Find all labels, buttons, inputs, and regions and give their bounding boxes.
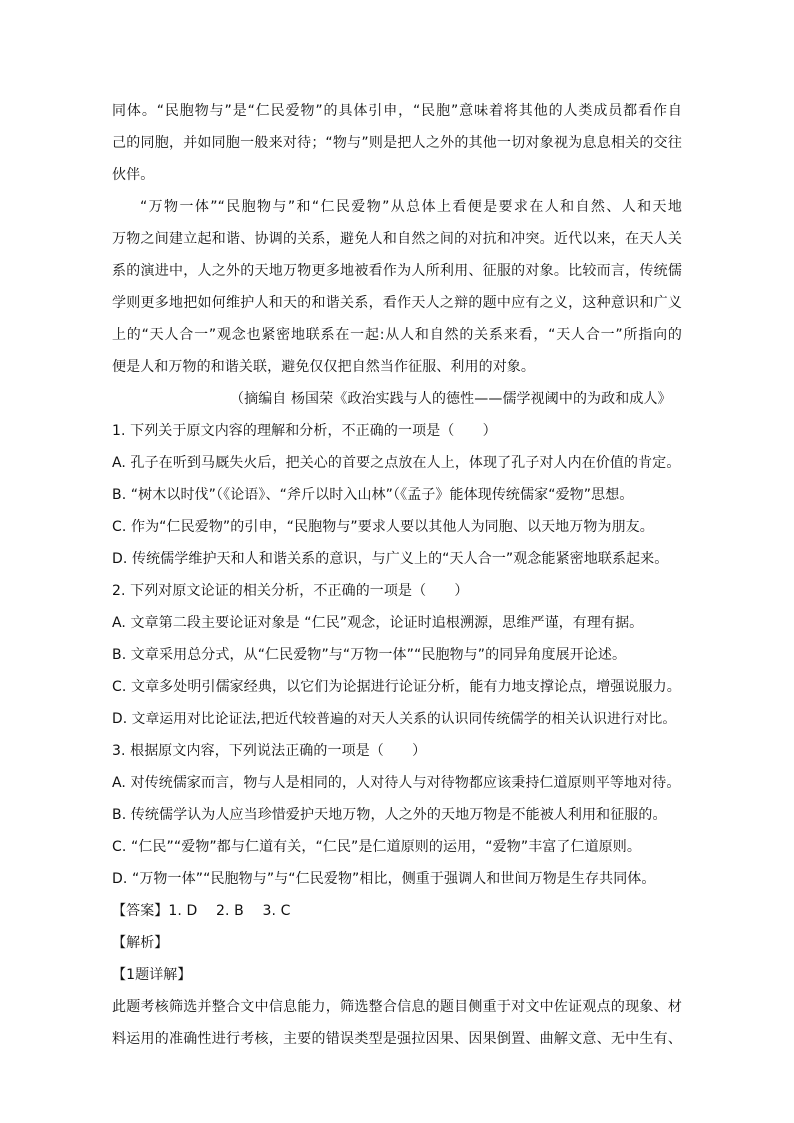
question-1-stem: 1. 下列关于原文内容的理解和分析，不正确的一项是（ ） <box>112 423 497 439</box>
citation: （摘编自 杨国荣《政治实践与人的德性——儒学视阈中的为政和成人》 <box>230 391 672 407</box>
paragraph-1-line-1: 同体。“民胞物与”是“仁民爱物”的具体引申，“民胞”意味着将其他的人类成员都看作自 <box>112 103 682 119</box>
analysis-heading: 【解析】 <box>112 935 169 951</box>
question-3-option-a: A. 对传统儒家而言，物与人是相同的，人对待人与对待物都应该秉持仁道原则平等地对待。 <box>112 775 681 791</box>
question-1-option-c: C. 作为“仁民爱物”的引申，“民胞物与”要求人要以其他人为同胞、以天地万物为朋友。 <box>112 519 654 535</box>
question-3-option-d: D. “万物一体”“民胞物与”与“仁民爱物”相比，侧重于强调人和世间万物是生存共同体。 <box>112 871 656 887</box>
answer-line: 【答案】1. D 2. B 3. C <box>112 903 291 919</box>
question-1-option-b: B. “树木以时伐”（《论语》、“斧斤以时入山林”（《孟子》能体现传统儒家“爱物”思想。 <box>112 487 634 503</box>
question-2-option-c: C. 文章多处明引儒家经典，以它们为论据进行论证分析，能有力地支撑论点，增强说服力。 <box>112 679 681 695</box>
question-3-option-b: B. 传统儒学认为人应当珍惜爱护天地万物，人之外的天地万物是不能被人利用和征服的。 <box>112 807 667 823</box>
question-2-option-d: D. 文章运用对比论证法,把近代较普遍的对天人关系的认识同传统儒学的相关认识进行对比。 <box>112 711 677 727</box>
paragraph-2-line-5: 上的“天人合一”观念也紧密地联系在一起:从人和自然的关系来看，“天人合一”所指向的 <box>112 327 682 343</box>
question-2-option-a: A. 文章第二段主要论证对象是 “仁民”观念，论证时追根溯源，思维严谨，有理有据。 <box>112 615 644 631</box>
paragraph-2-line-2: 万物之间建立起和谐、协调的关系，避免人和自然之间的对抗和冲突。近代以来，在天人关 <box>112 231 682 247</box>
paragraph-2-line-1: “万物一体”“民胞物与”和“仁民爱物”从总体上看便是要求在人和自然、人和天地 <box>140 199 682 215</box>
question-3-stem: 3. 根据原文内容，下列说法正确的一项是（ ） <box>112 743 427 759</box>
paragraph-2-line-4: 学则更多地把如何维护人和天的和谐关系，看作天人之辩的题中应有之义，这种意识和广义 <box>112 295 682 311</box>
question-1-option-a: A. 孔子在听到马厩失火后，把关心的首要之点放在人上，体现了孔子对人内在价值的肯定。 <box>112 455 681 471</box>
paragraph-1-line-2: 己的同胞，并如同胞一般来对待；“物与”则是把人之外的其他一切对象视为息息相关的交往 <box>112 135 682 151</box>
paragraph-2-line-3: 系的演进中，人之外的天地万物更多地被看作为人所利用、征服的对象。比较而言，传统儒 <box>112 263 682 279</box>
detail-heading: 【1题详解】 <box>112 967 192 983</box>
paragraph-1-line-3: 伙伴。 <box>112 167 155 183</box>
question-2-option-b: B. 文章采用总分式，从“仁民爱物”与“万物一体”“民胞物与”的同异角度展开论述。 <box>112 647 627 663</box>
analysis-line-1: 此题考核筛选并整合文中信息能力，筛选整合信息的题目侧重于对文中佐证观点的现象、材 <box>112 999 682 1015</box>
question-3-option-c: C. “仁民”“爱物”都与仁道有关，“仁民”是仁道原则的运用，“爱物”丰富了仁道原则。 <box>112 839 641 855</box>
analysis-line-2: 料运用的准确性进行考核，主要的错误类型是强拉因果、因果倒置、曲解文意、无中生有、 <box>112 1031 682 1047</box>
paragraph-2-line-6: 便是人和万物的和谐关联，避免仅仅把自然当作征服、利用的对象。 <box>112 359 535 375</box>
question-2-stem: 2. 下列对原文论证的相关分析，不正确的一项是（ ） <box>112 583 469 599</box>
question-1-option-d: D. 传统儒学维护天和人和谐关系的意识，与广义上的“天人合一”观念能紧密地联系起来。 <box>112 551 669 567</box>
